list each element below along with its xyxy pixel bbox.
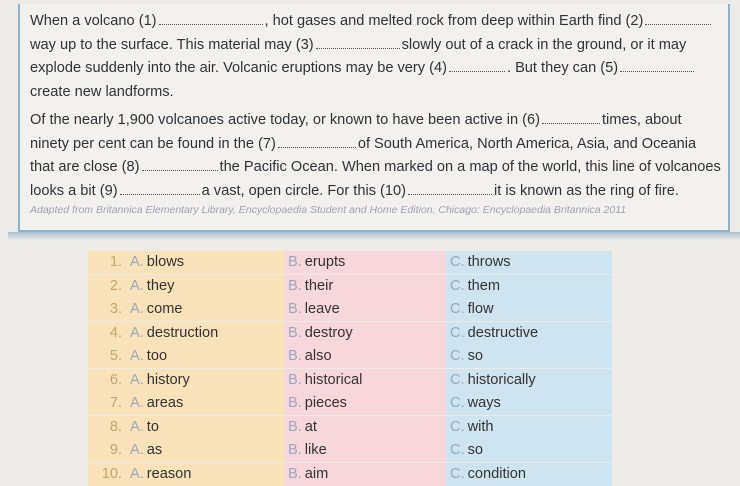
option-letter: B.	[288, 395, 302, 411]
option-letter: C.	[450, 372, 465, 388]
option-a[interactable]	[126, 275, 284, 298]
question-number-label: 8.	[110, 419, 126, 435]
option-row	[88, 275, 612, 299]
gap-7[interactable]	[278, 135, 356, 148]
option-c[interactable]	[446, 275, 612, 298]
option-row	[88, 345, 612, 369]
option-word: like	[305, 442, 327, 458]
passage-line	[30, 156, 730, 180]
option-a[interactable]	[126, 463, 284, 486]
gap-2[interactable]	[645, 12, 711, 25]
option-b[interactable]	[284, 322, 446, 345]
option-word: condition	[468, 466, 526, 482]
option-letter: A.	[130, 301, 144, 317]
option-word: blows	[147, 254, 184, 270]
passage-text: times, about	[602, 112, 682, 128]
option-row	[88, 298, 612, 322]
option-word: their	[305, 278, 333, 294]
option-word: at	[305, 419, 317, 435]
passage-text: looks a bit (9)	[30, 183, 118, 199]
option-a[interactable]	[126, 345, 284, 368]
option-word: so	[468, 442, 483, 458]
question-number	[88, 251, 126, 274]
question-number-label: 5.	[110, 348, 126, 364]
option-letter: C.	[450, 348, 465, 364]
option-row	[88, 416, 612, 440]
option-a[interactable]	[126, 416, 284, 439]
option-word: aim	[305, 466, 329, 482]
gap-1[interactable]	[159, 12, 263, 25]
option-letter: C.	[450, 278, 465, 294]
option-letter: C.	[450, 254, 465, 270]
passage-box	[18, 4, 730, 232]
passage-line	[30, 109, 730, 133]
question-number	[88, 298, 126, 321]
option-letter: A.	[130, 325, 144, 341]
option-letter: B.	[288, 348, 302, 364]
option-c[interactable]	[446, 322, 612, 345]
option-c[interactable]	[446, 369, 612, 392]
option-b[interactable]	[284, 463, 446, 486]
option-c[interactable]	[446, 298, 612, 321]
question-number	[88, 369, 126, 392]
question-number-label: 1.	[110, 254, 126, 270]
passage-line	[30, 81, 730, 105]
question-number	[88, 345, 126, 368]
passage-text: , hot gases and melted rock from deep within Earth find (2)	[265, 13, 644, 29]
option-c[interactable]	[446, 392, 612, 415]
option-b[interactable]	[284, 251, 446, 274]
option-row	[88, 439, 612, 463]
option-a[interactable]	[126, 439, 284, 462]
option-letter: B.	[288, 278, 302, 294]
option-word: throws	[468, 254, 511, 270]
gap-9[interactable]	[120, 182, 200, 195]
option-word: flow	[468, 301, 494, 317]
option-letter: A.	[130, 254, 144, 270]
option-word: destroy	[305, 325, 353, 341]
option-letter: C.	[450, 325, 465, 341]
question-number-label: 10.	[102, 466, 126, 482]
passage-text: When a volcano (1)	[30, 13, 157, 29]
options-table	[88, 251, 612, 486]
option-row	[88, 369, 612, 393]
option-row	[88, 322, 612, 346]
option-letter: C.	[450, 301, 465, 317]
option-letter: B.	[288, 325, 302, 341]
question-number-label: 9.	[110, 442, 126, 458]
divider-shadow	[8, 232, 740, 240]
option-word: destructive	[468, 325, 539, 341]
option-b[interactable]	[284, 275, 446, 298]
option-a[interactable]	[126, 392, 284, 415]
gap-3[interactable]	[316, 36, 400, 49]
gap-8[interactable]	[142, 158, 218, 171]
option-letter: A.	[130, 348, 144, 364]
paragraph-2	[30, 109, 730, 203]
option-c[interactable]	[446, 251, 612, 274]
gap-4[interactable]	[449, 59, 505, 72]
option-letter: B.	[288, 301, 302, 317]
option-word: pieces	[305, 395, 347, 411]
option-word: with	[468, 419, 494, 435]
option-b[interactable]	[284, 298, 446, 321]
option-word: reason	[147, 466, 192, 482]
passage-line	[30, 57, 730, 81]
passage-text: a vast, open circle. For this (10)	[202, 183, 406, 199]
option-letter: C.	[450, 419, 465, 435]
option-letter: B.	[288, 442, 302, 458]
option-a[interactable]	[126, 322, 284, 345]
option-letter: A.	[130, 442, 144, 458]
gap-10[interactable]	[408, 182, 492, 195]
option-word: areas	[147, 395, 184, 411]
passage-line	[30, 133, 730, 157]
option-word: to	[147, 419, 159, 435]
option-word: historically	[468, 372, 536, 388]
option-c[interactable]	[446, 463, 612, 486]
passage-text: explode suddenly into the air. Volcanic eruptions may be very (4)	[30, 60, 447, 76]
option-a[interactable]	[126, 298, 284, 321]
passage-line	[30, 180, 730, 204]
option-word: they	[147, 278, 175, 294]
question-number	[88, 463, 126, 486]
option-word: destruction	[147, 325, 218, 341]
passage-text: way up to the surface. This material may (3)	[30, 37, 314, 53]
option-b[interactable]	[284, 439, 446, 462]
option-word: erupts	[305, 254, 346, 270]
option-a[interactable]	[126, 369, 284, 392]
option-letter: B.	[288, 419, 302, 435]
option-letter: B.	[288, 254, 302, 270]
passage-text: Of the nearly 1,900 volcanoes active today, or known to have been active in (6)	[30, 112, 540, 128]
passage-text: the Pacific Ocean. When marked on a map of the world, this line of volcanoes	[220, 159, 721, 175]
option-word: come	[147, 301, 183, 317]
option-letter: C.	[450, 466, 465, 482]
question-number	[88, 416, 126, 439]
question-number-label: 3.	[110, 301, 126, 317]
option-letter: C.	[450, 442, 465, 458]
option-b[interactable]	[284, 345, 446, 368]
passage-line	[30, 10, 730, 34]
option-letter: A.	[130, 372, 144, 388]
question-number-label: 2.	[110, 278, 126, 294]
option-b[interactable]	[284, 416, 446, 439]
option-b[interactable]	[284, 369, 446, 392]
option-word: also	[305, 348, 332, 364]
option-c[interactable]	[446, 416, 612, 439]
option-a[interactable]	[126, 251, 284, 274]
option-word: leave	[305, 301, 340, 317]
option-letter: A.	[130, 466, 144, 482]
passage-text: it is known as the ring of fire.	[494, 183, 679, 199]
option-letter: A.	[130, 395, 144, 411]
question-number	[88, 275, 126, 298]
option-letter: C.	[450, 395, 465, 411]
option-letter: A.	[130, 278, 144, 294]
paragraph-1	[30, 10, 730, 104]
option-word: as	[147, 442, 162, 458]
option-word: historical	[305, 372, 363, 388]
passage-text: ninety per cent can be found in the (7)	[30, 136, 276, 152]
option-word: so	[468, 348, 483, 364]
option-b[interactable]	[284, 392, 446, 415]
gap-5[interactable]	[620, 59, 694, 72]
passage-text: slowly out of a crack in the ground, or it may	[402, 37, 687, 53]
passage-text: that are close (8)	[30, 159, 140, 175]
option-c[interactable]	[446, 345, 612, 368]
option-c[interactable]	[446, 439, 612, 462]
option-row	[88, 251, 612, 275]
option-letter: B.	[288, 466, 302, 482]
option-letter: A.	[130, 419, 144, 435]
option-row	[88, 392, 612, 416]
question-number	[88, 439, 126, 462]
option-word: too	[147, 348, 167, 364]
option-word: them	[468, 278, 500, 294]
passage-text: create new landforms.	[30, 84, 174, 100]
passage-line	[30, 34, 730, 58]
question-number	[88, 392, 126, 415]
option-word: history	[147, 372, 190, 388]
option-row	[88, 463, 612, 486]
passage-text: of South America, North America, Asia, and Oceania	[358, 136, 696, 152]
option-letter: B.	[288, 372, 302, 388]
gap-6[interactable]	[542, 111, 600, 124]
question-number	[88, 322, 126, 345]
source-citation: Adapted from Britannica Elementary Library, Encyclopaedia Student and Home Edition. Chicago: Encyclopaedia Britannica 2011	[30, 204, 730, 216]
question-number-label: 4.	[110, 325, 126, 341]
passage-text: . But they can (5)	[507, 60, 618, 76]
question-number-label: 7.	[110, 395, 126, 411]
question-number-label: 6.	[110, 372, 126, 388]
option-word: ways	[468, 395, 501, 411]
